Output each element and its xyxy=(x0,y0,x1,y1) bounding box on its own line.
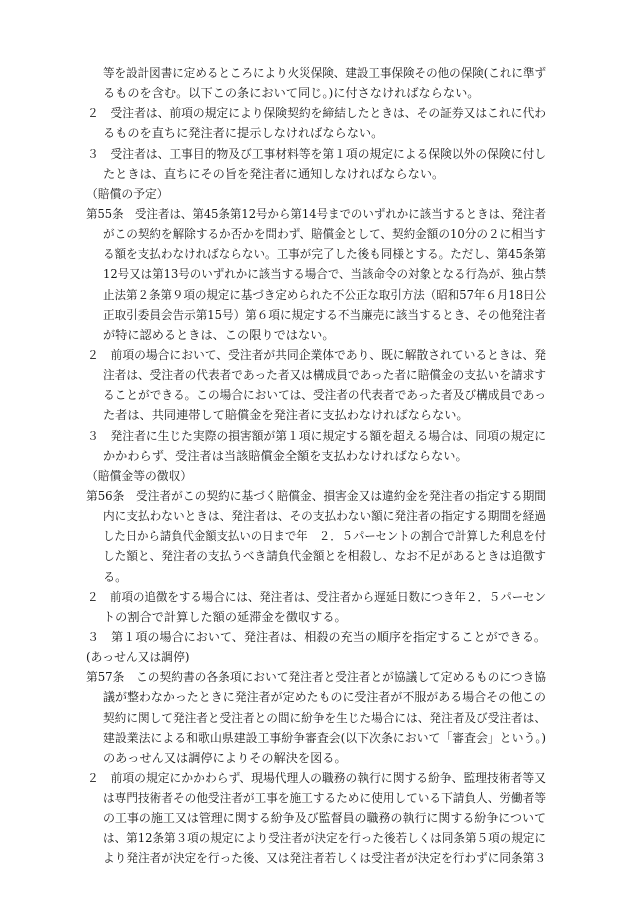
line-text: 正取引委員会告示第15号）第６項に規定する不当廉売に該当するとき、その他発注者 xyxy=(103,307,546,322)
text-line xyxy=(0,546,630,566)
line-text: 建設業法による和歌山県建設工事紛争審査会(以下次条において「審査会」という。) xyxy=(103,730,547,745)
section-heading-line xyxy=(0,184,630,204)
line-text: かかわらず、受注者は当該賠償金全額を支払わなければならない。 xyxy=(103,448,468,463)
line-text: ２ 前項の場合において、受注者が共同企業体であり、既に解散されているときは、発 xyxy=(87,347,547,362)
line-text: ２ 前項の規定にかかわらず、現場代理人の職務の執行に関する紛争、監理技術者等又 xyxy=(87,770,547,785)
line-text: 止法第２条第９項の規定に基づき定められた不公正な取引方法（昭和57年６月18日公 xyxy=(103,287,547,302)
text-line xyxy=(0,848,630,868)
section-heading-line xyxy=(0,647,630,667)
line-text: 12号又は第13号のいずれかに該当する場合で、当該命令の対象となる行為が、独占禁 xyxy=(103,267,547,282)
line-text: 契約に関して発注者と受注者との間に紛争を生じた場合には、発注者及び受注者は、 xyxy=(103,710,546,725)
text-line xyxy=(0,667,630,687)
text-line xyxy=(0,788,630,808)
text-line xyxy=(0,808,630,828)
text-line xyxy=(0,486,630,506)
section-heading-line xyxy=(0,466,630,486)
line-text: した日から請負代金額支払いの日まで年 ２．５パーセントの割合で計算した利息を付 xyxy=(103,529,547,544)
line-text: ２ 受注者は、前項の規定により保険契約を締結したときは、その証券又はこれに代わ xyxy=(87,106,547,121)
text-line xyxy=(0,426,630,446)
text-line xyxy=(0,627,630,647)
document-page xyxy=(0,63,630,869)
text-line xyxy=(0,768,630,788)
line-text: 注者は、受注者の代表者であった者又は構成員であった者に賠償金の支払いを請求す xyxy=(103,368,546,383)
line-text: るものを含む。以下この条において同じ。)に付さなければならない。 xyxy=(103,86,480,101)
line-text: 第55条 受注者は、第45条第12号から第14号までのいずれかに該当するときは、発注者 xyxy=(86,206,546,221)
text-line xyxy=(0,607,630,627)
line-text: る額を支払わなければならない。工事が完了した後も同様とする。ただし、第45条第 xyxy=(103,247,546,262)
text-line xyxy=(0,83,630,103)
line-text: 議が整わなかったときに発注者が定めたものに受注者が不服がある場合その他この xyxy=(103,690,547,705)
line-text: るものを直ちに発注者に提示しなければならない。 xyxy=(103,126,384,141)
text-line xyxy=(0,224,630,244)
line-text: 第56条 受注者がこの契約に基づく賠償金、損害金又は違約金を発注者の指定する期間 xyxy=(86,488,547,503)
line-text: は専門技術者その他受注者が工事を施工するために使用している下請負人、労働者等 xyxy=(103,791,546,806)
line-text: （賠償金等の徴収） xyxy=(86,468,193,483)
text-line xyxy=(0,264,630,284)
line-text: ３ 受注者は、工事目的物及び工事材料等を第１項の規定による保険以外の保険に付し xyxy=(87,146,547,161)
line-text: トの割合で計算した額の延滞金を徴収する。 xyxy=(103,609,347,624)
line-text: より発注者が決定を行った後、又は発注者若しくは受注者が決定を行わずに同条第３ xyxy=(103,851,546,866)
text-line xyxy=(0,748,630,768)
line-text: (あっせん又は調停) xyxy=(86,650,190,665)
line-text: る。 xyxy=(103,569,128,584)
text-line xyxy=(0,687,630,707)
text-line xyxy=(0,345,630,365)
line-text: のあっせん又は調停によりその解決を図る。 xyxy=(103,750,347,765)
line-text: ることができる。この場合においては、受注者の代表者であった者及び構成員であっ xyxy=(103,388,546,403)
line-text: ３ 第１項の場合において、発注者は、相殺の充当の順序を指定することができる。 xyxy=(87,629,547,644)
line-text: は、第12条第３項の規定により受注者が決定を行った後若しくは同条第５項の規定に xyxy=(103,831,546,846)
line-text: ３ 発注者に生じた実際の損害額が第１項に規定する額を超える場合は、同項の規定に xyxy=(87,428,547,443)
text-line xyxy=(0,63,630,83)
line-text: （賠償の予定） xyxy=(86,186,169,201)
text-line xyxy=(0,305,630,325)
text-line xyxy=(0,204,630,224)
text-line xyxy=(0,164,630,184)
line-text: た者は、共同連帯して賠償金を発注者に支払わなければならない。 xyxy=(103,408,469,423)
line-text: した額と、発注者の支払うべき請負代金額とを相殺し、なお不足があるときは追徴す xyxy=(103,549,546,564)
line-text: が特に認めるときは、この限りではない。 xyxy=(103,327,335,342)
text-line xyxy=(0,365,630,385)
text-line xyxy=(0,728,630,748)
text-line xyxy=(0,285,630,305)
line-text: ２ 前項の追徴をする場合には、発注者は、受注者から遅延日数につき年２．５パーセン xyxy=(87,589,547,604)
text-line xyxy=(0,244,630,264)
text-line xyxy=(0,526,630,546)
text-line xyxy=(0,405,630,425)
line-text: がこの契約を解除するか否かを問わず、賠償金として、契約金額の10分の２に相当す xyxy=(103,227,546,242)
text-line xyxy=(0,506,630,526)
text-line xyxy=(0,587,630,607)
text-line xyxy=(0,446,630,466)
text-line xyxy=(0,567,630,587)
text-line xyxy=(0,325,630,345)
line-text: 内に支払わないときは、発注者は、その支払わない額に発注者の指定する期間を経過 xyxy=(103,509,546,524)
line-text: たときは、直ちにその旨を発注者に通知しなければならない。 xyxy=(103,166,445,181)
text-line xyxy=(0,123,630,143)
text-line xyxy=(0,385,630,405)
line-text: の工事の施工又は管理に関する紛争及び監督員の職務の執行に関する紛争について xyxy=(103,811,546,826)
line-text: 第57条 この契約書の各条項において発注者と受注者とが協議して定めるものにつき協 xyxy=(86,670,547,685)
text-line xyxy=(0,828,630,848)
text-line xyxy=(0,708,630,728)
line-text: 等を設計図書に定めるところにより火災保険、建設工事保険その他の保険(これに準ず xyxy=(103,66,546,80)
text-line xyxy=(0,103,630,123)
text-line xyxy=(0,144,630,164)
